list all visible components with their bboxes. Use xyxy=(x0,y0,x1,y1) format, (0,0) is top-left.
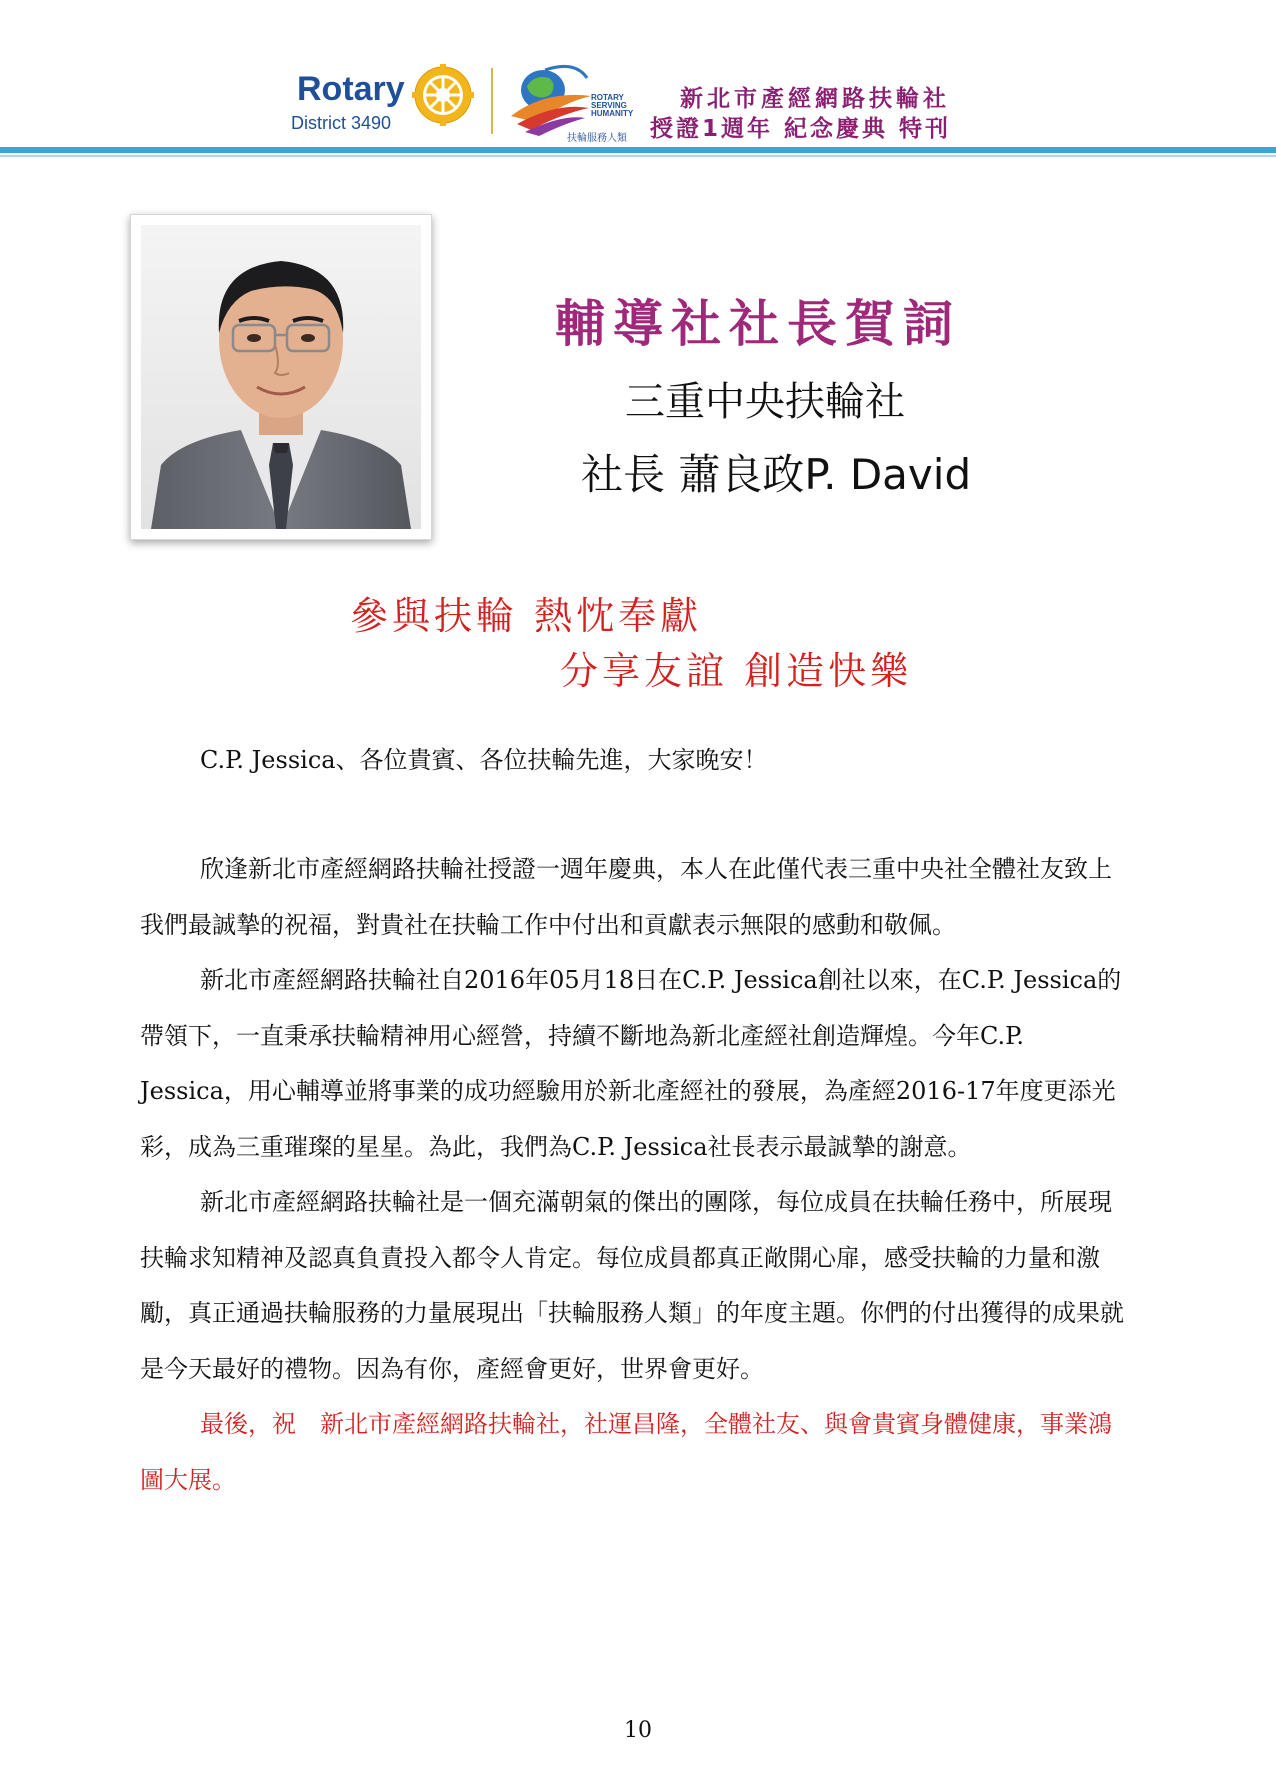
article-title: 輔導社社長賀詞 xyxy=(555,295,961,353)
header-divider xyxy=(491,68,493,134)
publication-title: 新北市產經網路扶輪社 xyxy=(680,86,950,112)
motto-line-2: 分享友誼 創造快樂 xyxy=(560,649,913,693)
portrait-frame xyxy=(130,214,432,540)
publication-subtitle: 授證1週年 紀念慶典 特刊 xyxy=(650,116,952,142)
rotary-wordmark: Rotary xyxy=(297,70,405,108)
club-name: 三重中央扶輪社 xyxy=(625,379,905,425)
header-rule xyxy=(0,147,1276,153)
closing-paragraph: 最後，祝 新北市產經網路扶輪社，社運昌隆，全體社友、與會貴賓身體健康，事業鴻圖大展。 xyxy=(140,1410,1112,1494)
greeting: C.P. Jessica、各位貴賓、各位扶輪先進，大家晚安！ xyxy=(200,746,768,774)
paragraph: 欣逢新北市產經網路扶輪社授證一週年慶典，本人在此僅代表三重中央社全體社友致上我們最誠摯的祝福，對貴社在扶輪工作中付出和貢獻表示無限的感動和敬佩。 xyxy=(140,855,1112,939)
rsh-text xyxy=(591,94,633,118)
rotary-wheel-icon xyxy=(412,64,474,126)
body-paragraphs xyxy=(140,842,1130,1508)
paragraph: 新北市產經網路扶輪社自2016年05月18日在C.P. Jessica創社以來，在C.P. Jessica的帶領下，一直秉承扶輪精神用心經營，持續不斷地為新北產經社創造輝煌。今年C.P. Jessica，用心輔導並將事業的成功經驗用於新北產經社的發展，為產經2016-17年度更添光彩，成為三重璀璨的星星。為此，我們為C.P. Jessica社長表示最誠摯的謝意。 xyxy=(140,966,1122,1161)
president-name: 社長 蕭良政P. David xyxy=(581,450,972,499)
greeting-block xyxy=(140,733,1130,789)
paragraph: 新北市產經網路扶輪社是一個充滿朝氣的傑出的團隊，每位成員在扶輪任務中，所展現扶輪求知精神及認真負責投入都令人肯定。每位成員都真正敞開心扉，感受扶輪的力量和激勵，真正通過扶輪服務的力量展現出「扶輪服務人類」的年度主題。你們的付出獲得的成果就是今天最好的禮物。因為有你，產經會更好，世界會更好。 xyxy=(140,1188,1124,1383)
district-label: District 3490 xyxy=(291,113,392,133)
rsh-chinese-label: 扶輪服務人類 xyxy=(567,133,627,144)
page-number: 10 xyxy=(624,1718,652,1743)
portrait-photo xyxy=(141,225,421,529)
page-header xyxy=(0,0,1276,155)
header-rule-thin xyxy=(0,155,1276,157)
motto-line-1: 參與扶輪 熱忱奉獻 xyxy=(350,594,703,638)
rsh-line-humanity: HUMANITY xyxy=(591,109,634,118)
rsh-line-rotary: ROTARY xyxy=(591,93,624,102)
rsh-line-serving: SERVING xyxy=(591,101,627,110)
